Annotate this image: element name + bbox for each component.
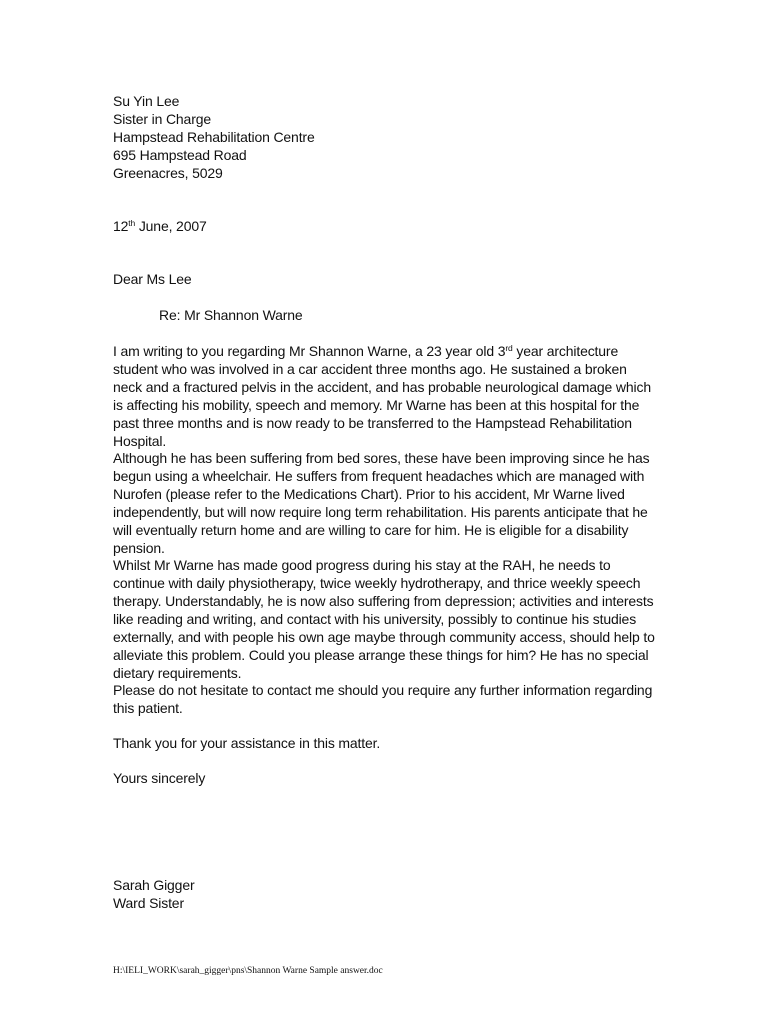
closing-text: Yours sincerely xyxy=(113,770,206,786)
date-day: 12 xyxy=(113,218,129,234)
paragraph-1-start: I am writing to you regarding Mr Shannon Warne, a 23 year old 3 xyxy=(113,343,506,359)
paragraph-3 xyxy=(113,556,658,682)
paragraph-2-text: Although he has been suffering from bed sores, these have been improving since he has begun using a wheelchair. He suffers from frequent headaches which are managed with Nurofen (please refer to the Medications Chart). Prior to his accident, Mr Warne lived independently, but will now require long term rehabilitation. His parents anticipate that he will eventually return home and are willing to care for him. He is eligible for a disability pension. xyxy=(113,450,650,556)
salutation xyxy=(113,270,658,288)
paragraph-4-text: Please do not hesitate to contact me should you require any further information regarding this patient. xyxy=(113,682,653,716)
paragraph-2 xyxy=(113,449,658,557)
recipient-name: Su Yin Lee xyxy=(113,93,180,109)
paragraph-5 xyxy=(113,734,658,752)
ordinal-suffix: rd xyxy=(505,343,513,353)
closing xyxy=(113,769,658,787)
date-rest: June, 2007 xyxy=(135,218,207,234)
signatory-title: Ward Sister xyxy=(113,895,184,911)
recipient-organisation: Hampstead Rehabilitation Centre xyxy=(113,129,315,145)
signatory-name: Sarah Gigger xyxy=(113,877,195,893)
recipient-suburb: Greenacres, 5029 xyxy=(113,165,223,181)
re-line: Re: Mr Shannon Warne xyxy=(159,307,303,323)
paragraph-3-text: Whilst Mr Warne has made good progress during his stay at the RAH, he needs to continue with daily physiotherapy, twice weekly hydrotherapy, and thrice weekly speech therapy. Understandably, he is now also suffering from depression; activities and interests like reading and writing, and contact with his university, possibly to continue his studies externally, and with people his own age maybe through community access, should help to alleviate this problem. Could you please arrange these things for him? He has no special dietary requirements. xyxy=(113,557,655,681)
recipient-street: 695 Hampstead Road xyxy=(113,147,247,163)
footer-file-path: H:\IELI_WORK\sarah_gigger\pns\Shannon Warne Sample answer.doc xyxy=(113,966,383,976)
signatory xyxy=(113,876,658,912)
recipient-title: Sister in Charge xyxy=(113,111,211,127)
paragraph-5-text: Thank you for your assistance in this matter. xyxy=(113,735,381,751)
letter-date xyxy=(113,217,658,235)
recipient-address xyxy=(113,92,658,182)
salutation-text: Dear Ms Lee xyxy=(113,271,192,287)
paragraph-1 xyxy=(113,342,658,450)
paragraph-4 xyxy=(113,681,658,717)
paragraph-1-rest: year architecture student who was involved in a car accident three months ago. He sustained a broken neck and a fractured pelvis in the accident, and has probable neurological damage which is affecting his mobility, speech and memory. Mr Warne has been at this hospital for the past three months and is now ready to be transferred to the Hampstead Rehabilitation Hospital. xyxy=(113,343,651,449)
date-suffix: th xyxy=(128,218,136,228)
